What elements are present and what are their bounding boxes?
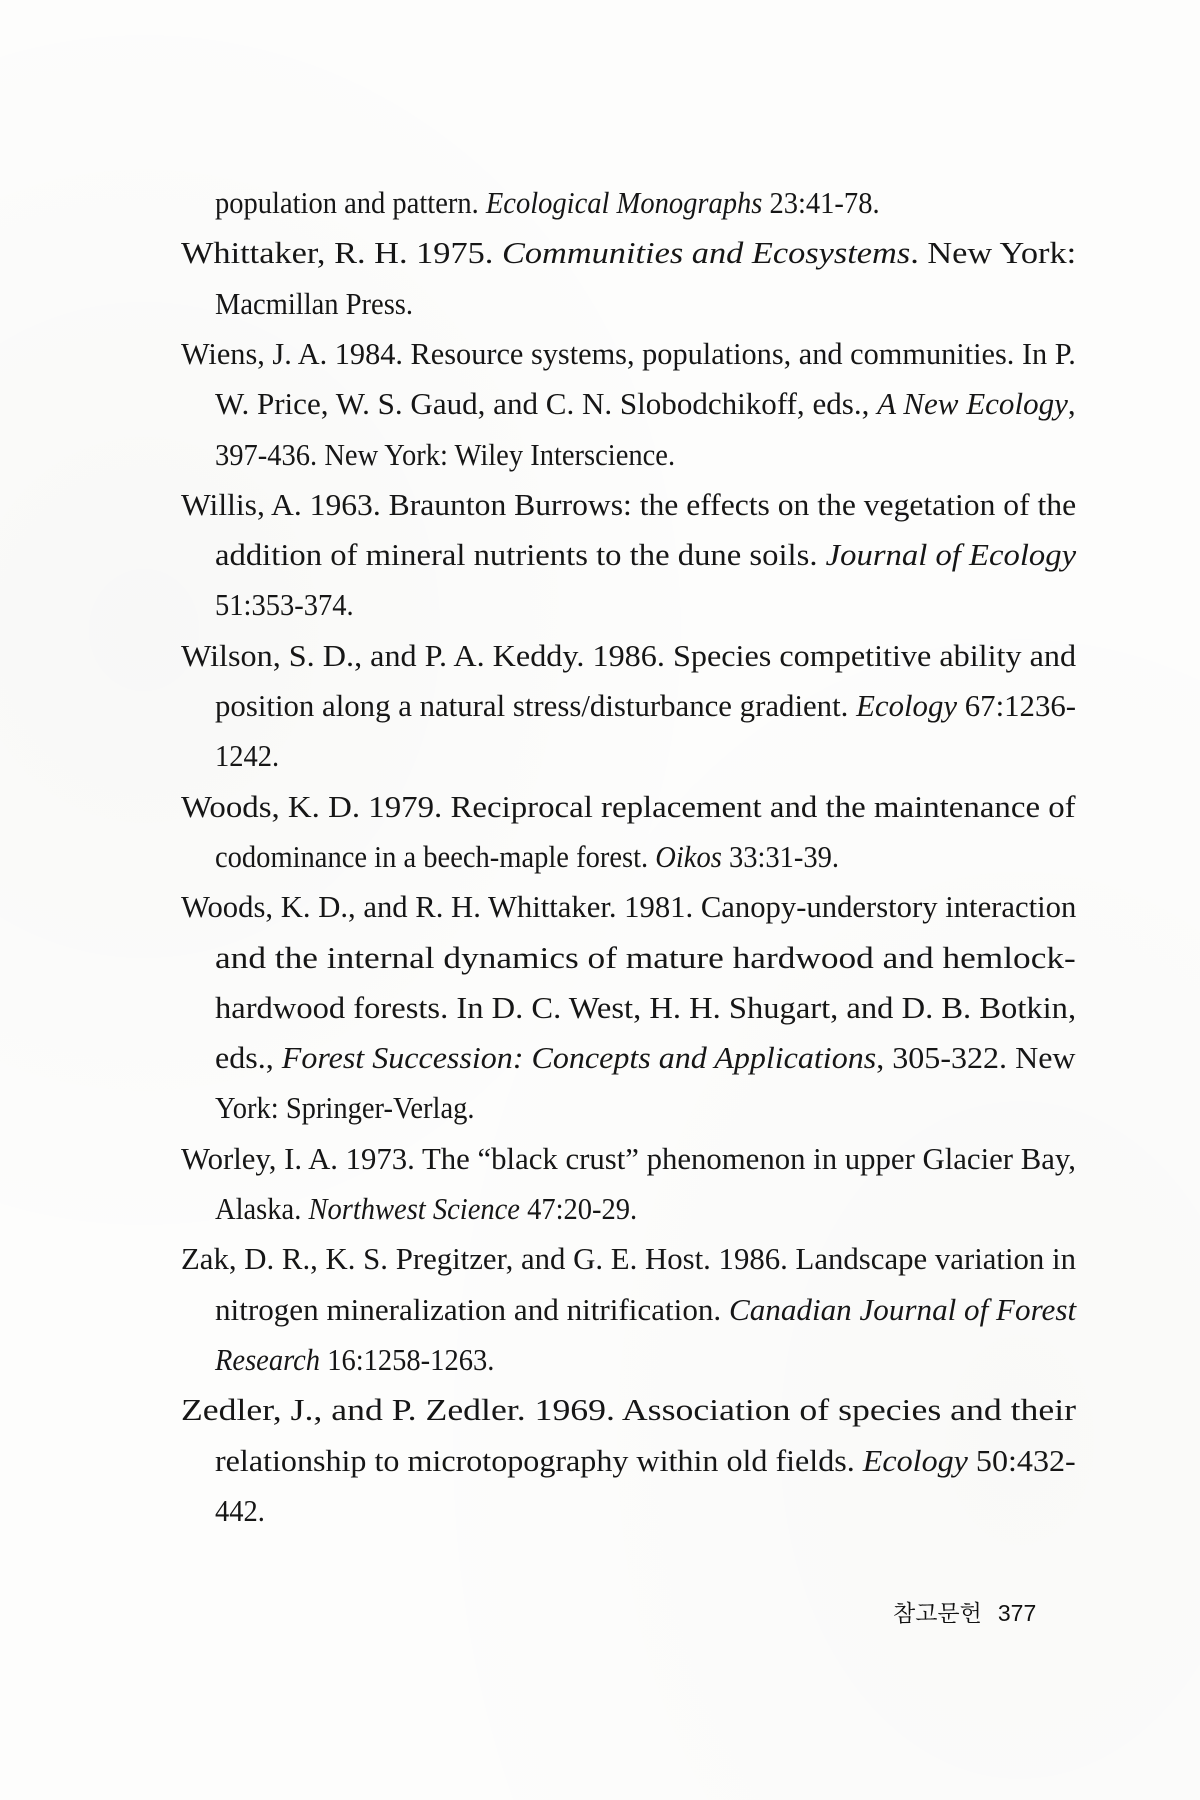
reference-text: 442. — [215, 1492, 265, 1528]
italic-title-text: Northwest Science — [308, 1191, 520, 1226]
reference-continuation-line — [215, 435, 675, 475]
reference-text: 67:1236- — [957, 688, 1077, 723]
reference-text: Zak, D. R., K. S. Pregitzer, and G. E. Host. 1986. Landscape variation in — [181, 1241, 1076, 1277]
reference-text: hardwood forests. In D. C. West, H. H. Shugart, and D. B. Botkin, — [215, 989, 1077, 1025]
reference-continuation-line — [215, 938, 1076, 978]
reference-continuation-line — [215, 686, 1076, 726]
reference-first-line — [181, 636, 1076, 676]
reference-continuation-line — [215, 736, 279, 776]
italic-title-text: A New Ecology — [877, 386, 1068, 422]
reference-continuation-line — [215, 1441, 1076, 1481]
reference-continuation-line — [215, 1088, 475, 1128]
reference-continuation-line — [215, 988, 1076, 1028]
reference-text: Willis, A. 1963. Braunton Burrows: the effects on the vegetation of the — [181, 486, 1077, 522]
reference-first-line — [181, 1390, 1076, 1430]
reference-first-line — [181, 485, 1076, 525]
reference-text: . New York: — [910, 235, 1077, 271]
italic-title-text: Forest Succession: Concepts and Applications — [281, 1040, 877, 1076]
reference-text: Wilson, S. D., and P. A. Keddy. 1986. Species competitive ability and — [181, 637, 1077, 673]
reference-text: 50:432- — [967, 1442, 1076, 1478]
reference-text: and the internal dynamics of mature hardwood and hemlock- — [215, 939, 1076, 975]
reference-first-line — [181, 1239, 1076, 1279]
italic-title-text: Ecological Monographs — [485, 185, 763, 220]
reference-text: codominance in a beech-maple forest. — [215, 838, 656, 874]
italic-title-text: Oikos — [655, 838, 722, 874]
reference-continuation-line — [215, 585, 354, 625]
reference-continuation-line — [215, 1340, 494, 1380]
reference-continuation-line — [215, 535, 1076, 575]
reference-continuation-line — [215, 837, 839, 877]
reference-text: Woods, K. D., and R. H. Whittaker. 1981. Canopy-understory interaction — [181, 889, 1077, 925]
reference-text: Woods, K. D. 1979. Reciprocal replacement and the maintenance of — [181, 788, 1076, 824]
reference-text: 1242. — [215, 738, 280, 774]
italic-title-text: Research — [215, 1341, 321, 1377]
reference-text: relationship to microtopography within old fields. — [215, 1442, 863, 1478]
reference-first-line — [181, 887, 1076, 927]
reference-text: 47:20-29. — [519, 1191, 638, 1226]
reference-text: population and pattern. — [215, 185, 486, 220]
italic-title-text: Journal of Ecology — [825, 537, 1077, 573]
reference-text: York: Springer-Verlag. — [215, 1090, 475, 1126]
running-footer-section-title: 참고문헌 — [893, 1601, 982, 1627]
reference-text: Alaska. — [215, 1191, 309, 1226]
reference-text: 33:31-39. — [721, 838, 840, 874]
reference-text: Worley, I. A. 1973. The “black crust” phenomenon in upper Glacier Bay, — [181, 1140, 1076, 1176]
reference-text: 51:353-374. — [215, 587, 354, 623]
reference-continuation-line — [215, 384, 1076, 424]
reference-continuation-line — [215, 1290, 1076, 1330]
reference-first-line — [181, 233, 1076, 273]
italic-title-text: Canadian Journal of Forest — [728, 1291, 1077, 1327]
reference-first-line — [181, 787, 1076, 827]
reference-first-line — [181, 1139, 1076, 1179]
reference-text: Zedler, J., and P. Zedler. 1969. Association of species and their — [181, 1392, 1077, 1428]
reference-text: , 305-322. New — [876, 1040, 1076, 1076]
reference-text: 16:1258-1263. — [320, 1341, 495, 1377]
page-number: 377 — [997, 1600, 1037, 1626]
reference-text: Wiens, J. A. 1984. Resource systems, populations, and communities. In P. — [181, 335, 1076, 371]
reference-continuation-line — [215, 284, 413, 324]
italic-title-text: Ecology — [862, 1442, 968, 1478]
reference-first-line — [181, 334, 1076, 374]
reference-continuation-line — [215, 1491, 265, 1531]
reference-text: addition of mineral nutrients to the dune soils. — [215, 537, 826, 573]
reference-text: nitrogen mineralization and nitrification. — [215, 1291, 729, 1327]
reference-text: position along a natural stress/disturbance gradient. — [215, 688, 857, 723]
page-footer — [893, 1598, 1036, 1629]
reference-text: 397-436. New York: Wiley Interscience. — [215, 436, 676, 472]
italic-title-text: Ecology — [856, 688, 958, 723]
reference-text: Whittaker, R. H. 1975. — [181, 235, 502, 271]
reference-continuation-line — [215, 1038, 1076, 1078]
reference-text: 23:41-78. — [762, 185, 880, 220]
reference-continuation-line — [215, 1189, 637, 1229]
reference-continuation-line — [215, 183, 880, 223]
reference-text: Macmillan Press. — [215, 285, 414, 321]
reference-text: , — [1067, 386, 1076, 422]
reference-text: eds., — [215, 1040, 282, 1076]
italic-title-text: Communities and Ecosystems — [501, 235, 911, 271]
reference-text: W. Price, W. S. Gaud, and C. N. Slobodchikoff, eds., — [215, 386, 878, 422]
